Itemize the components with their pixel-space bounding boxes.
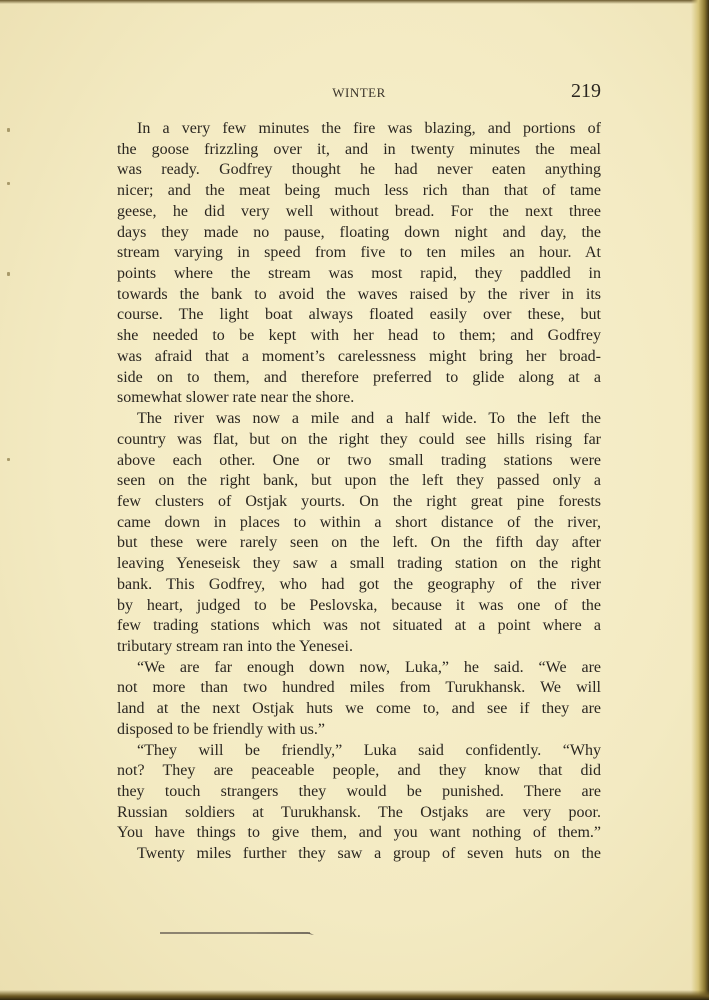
text-line: disposed to be friendly with us.” [117,720,325,738]
text-line: not? They are peaceable people, and they know that did [117,762,601,780]
running-header [117,80,601,106]
text-line: was ready. Godfrey thought he had never eaten anything [117,161,601,179]
text-line: Twenty miles further they saw a group of seven huts on the [137,845,601,863]
text-line: side on to them, and therefore preferred to glide along at a [117,368,601,386]
text-line: Russian soldiers at Turukhansk. The Ostjaks are very poor. [117,803,601,821]
margin-speck [7,128,10,132]
text-line: points where the stream was most rapid, they paddled in [117,265,601,283]
text-line: nicer; and the meat being much less rich than that of tame [117,182,601,200]
text-line: the goose frizzling over it, and in twenty minutes the meal [117,140,601,158]
text-line: bank. This Godfrey, who had got the geography of the river [117,575,601,593]
text-line: they touch strangers they would be punished. There are [117,783,601,800]
text-line: land at the next Ostjak huts we come to, and see if they are [117,700,601,718]
text-line: days they made no pause, floating down night and day, the [117,223,601,241]
running-title: WINTER [332,85,386,100]
text-line: towards the bank to avoid the waves raised by the river in its [117,285,601,303]
body-text [117,119,601,865]
text-line: country was flat, but on the right they could see hills rising far [117,430,601,448]
margin-speck [7,272,10,276]
margin-speck [7,182,10,185]
text-line: but these were rarely seen on the left. On the fifth day after [117,534,601,552]
text-line: above each other. One or two small trading stations were [117,451,601,469]
text-line: not more than two hundred miles from Turukhansk. We will [117,679,601,697]
text-line: was afraid that a moment’s carelessness might bring her broad- [117,347,601,365]
page-number: 219 [571,80,601,102]
text-line: You have things to give them, and you want nothing of them.” [117,824,601,842]
text-line: In a very few minutes the fire was blazing, and portions of [137,120,601,137]
text-line: leaving Yeneseisk they saw a small trading station on the right [117,555,601,573]
text-line: by heart, judged to be Peslovska, because it was one of the [117,596,601,614]
text-line: somewhat slower rate near the shore. [117,389,355,407]
decorative-rule [160,929,314,937]
text-line: came down in places to within a short distance of the river, [117,513,601,531]
text-line: geese, he did very well without bread. For the next three [117,202,601,220]
margin-speck [7,458,10,461]
text-line: course. The light boat always floated easily over these, but [117,306,601,324]
text-line: tributary stream ran into the Yenesei. [117,637,353,655]
text-line: she needed to be kept with her head to them; and Godfrey [117,327,601,345]
text-line: The river was now a mile and a half wide. To the left the [137,410,601,428]
page-bottom-edge [0,990,709,1000]
page-top-edge [0,0,709,4]
page-spine-shadow [691,0,709,1000]
text-line: few trading stations which was not situated at a point where a [117,617,601,635]
text-line: seen on the right bank, but upon the left they passed only a [117,472,601,490]
text-line: “We are far enough down now, Luka,” he said. “We are [137,658,601,676]
text-line: few clusters of Ostjak yourts. On the right great pine forests [117,492,601,510]
text-line: stream varying in speed from five to ten miles an hour. At [117,244,601,262]
text-line: “They will be friendly,” Luka said confidently. “Why [137,741,601,759]
